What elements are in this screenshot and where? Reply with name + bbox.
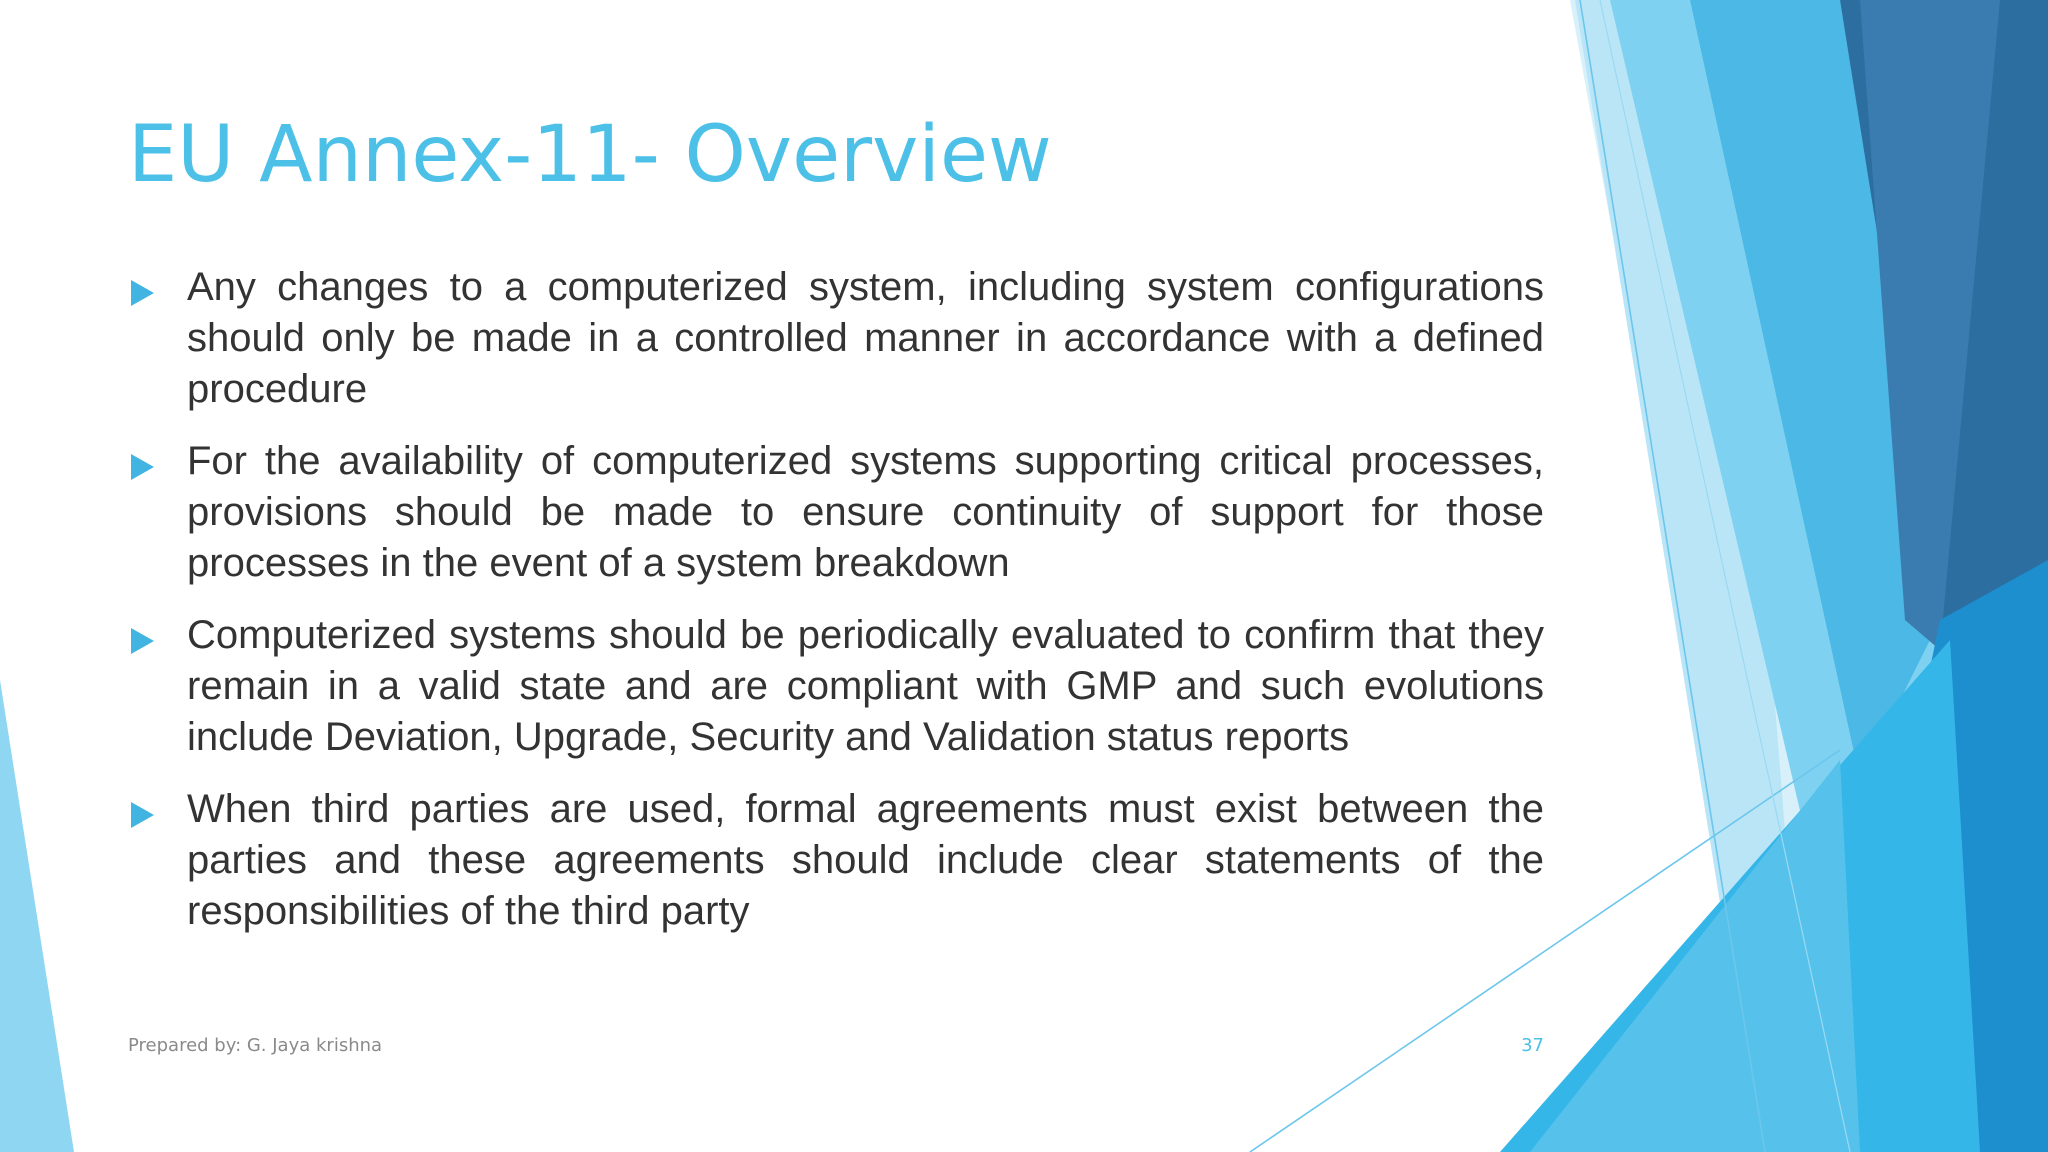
bullet-item — [128, 436, 1544, 589]
bullet-list — [128, 262, 1544, 958]
slide-title: EU Annex-11- Overview — [128, 110, 1052, 200]
bullet-text: Any changes to a computerized system, including system configurations should only be made in a controlled manner in accordance with a defined procedure — [187, 265, 1544, 411]
lower-light-triangle — [1530, 760, 1860, 1152]
bullet-text: For the availability of computerized systems supporting critical processes, provisions should be made to ensure continuity of support for those processes in the event of a system breakdown — [187, 439, 1544, 585]
left-edge-triangle — [0, 680, 74, 1152]
bullet-item — [128, 262, 1544, 415]
footer-author: Prepared by: G. Jaya krishna — [128, 1035, 383, 1056]
bullet-text: Computerized systems should be periodically evaluated to confirm that they remain in a valid state and are compliant with GMP and such evolutions include Deviation, Upgrade, Security and Validation status reports — [187, 613, 1544, 759]
bullet-item — [128, 784, 1544, 937]
triangle-bullet-icon — [131, 280, 154, 306]
triangle-bullet-icon — [131, 802, 154, 828]
bullet-item — [128, 610, 1544, 763]
bullet-text: When third parties are used, formal agreements must exist between the parties and these agreements should include clear statements of the responsibilities of the third party — [187, 787, 1544, 933]
page-number: 37 — [1521, 1035, 1544, 1056]
triangle-bullet-icon — [131, 628, 154, 654]
triangle-bullet-icon — [131, 454, 154, 480]
